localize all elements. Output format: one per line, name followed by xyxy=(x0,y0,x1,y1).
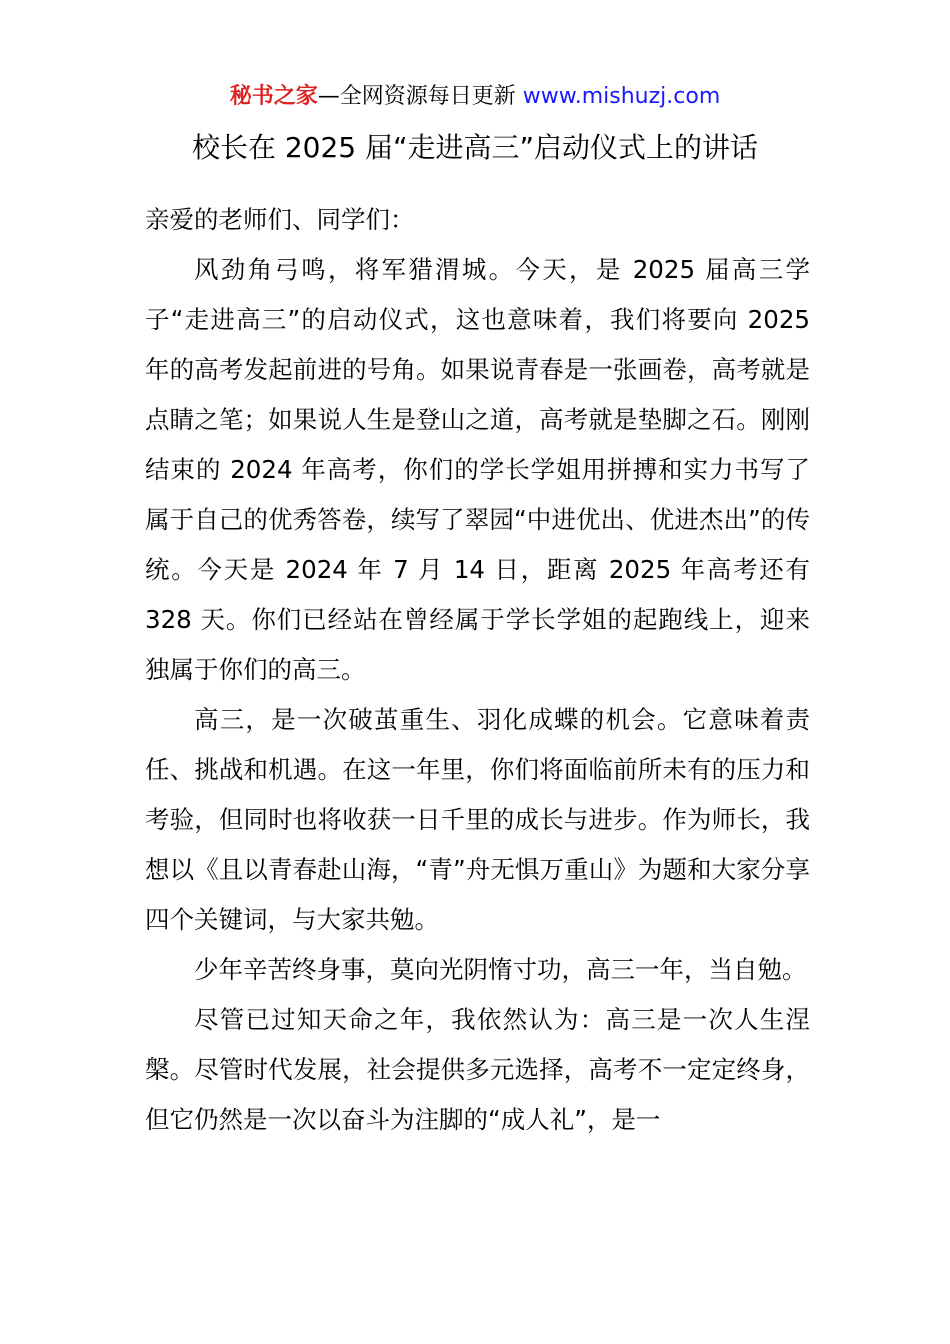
brand-name: 秘书之家 xyxy=(229,84,318,109)
header-tagline: —全网资源每日更新 xyxy=(317,84,523,109)
paragraph: 高三，是一次破茧重生、羽化成蝶的机会。它意味着责任、挑战和机遇。在这一年里，你们将面临前所未有的压力和考验，但同时也将收获一日千里的成长与进步。作为师长，我想以《且以青春赴山海，“青”舟无惧万重山》为题和大家分享四个关键词，与大家共勉。 xyxy=(145,705,810,934)
document-body xyxy=(145,195,810,1145)
salutation: 亲爱的老师们、同学们： xyxy=(145,205,415,234)
paragraph: 少年辛苦终身事，莫向光阴惰寸功，高三一年，当自勉。 xyxy=(194,955,807,984)
paragraph: 风劲角弓鸣，将军猎渭城。今天，是 2025 届高三学子“走进高三”的启动仪式，这也意味着，我们将要向 2025 年的高考发起前进的号角。如果说青春是一张画卷，高考就是点睛之笔；如果说人生是登山之道，高考就是垫脚之石。刚刚结束的 2024 年高考，你们的学长学姐用拼搏和实力书写了属于自己的优秀答卷，续写了翠园“中进优出、优进杰出”的传统。今天是 2024 年 7 月 14 日，距离 2025 年高考还有 328 天。你们已经站在曾经属于学长学姐的起跑线上，迎来独属于你们的高三。 xyxy=(145,255,810,684)
paragraph: 尽管已过知天命之年，我依然认为：高三是一次人生涅槃。尽管时代发展，社会提供多元选择，高考不一定定终身，但它仍然是一次以奋斗为注脚的“成人礼”，是一 xyxy=(145,1005,810,1134)
site-header xyxy=(0,80,950,114)
document-title: 校长在 2025 届“走进高三”启动仪式上的讲话 xyxy=(191,131,759,164)
site-url-link[interactable]: www.mishuzj.com xyxy=(522,84,721,109)
